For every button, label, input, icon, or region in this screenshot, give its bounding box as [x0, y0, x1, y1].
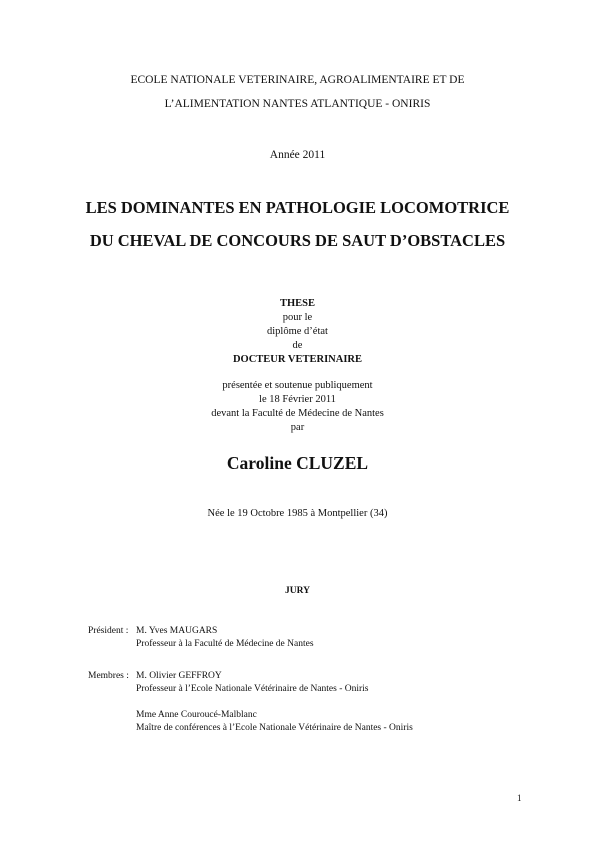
member2-title: Maître de conférences à l’Ecole Nationale Vétérinaire de Nantes - Oniris [136, 723, 413, 733]
member1-title: Professeur à l’Ecole Nationale Vétérinaire de Nantes - Oniris [136, 684, 369, 694]
thesis-title [0, 191, 595, 257]
defense-block [0, 379, 595, 435]
member1-name: M. Olivier GEFFROY [136, 671, 222, 681]
defense-faculty: devant la Faculté de Médecine de Nantes [211, 408, 384, 419]
jury-list [88, 625, 508, 745]
page-number: 1 [517, 793, 522, 803]
school-name-line1: ECOLE NATIONALE VETERINAIRE, AGROALIMENTAIRE ET DE [130, 74, 465, 86]
degree-name: DOCTEUR VETERINAIRE [232, 354, 363, 365]
thesis-title-line1: LES DOMINANTES EN PATHOLOGIE LOCOMOTRICE [85, 198, 510, 217]
school-name-line2: L’ALIMENTATION NANTES ATLANTIQUE - ONIRIS [164, 98, 431, 110]
members-role: Membres : [88, 671, 129, 681]
thesis-diplome: diplôme d’état [267, 326, 328, 337]
thesis-block [0, 297, 595, 367]
president-title: Professeur à la Faculté de Médecine de Nantes [136, 639, 314, 649]
defense-presented: présentée et soutenue publiquement [222, 380, 373, 391]
thesis-label: THESE [279, 298, 316, 309]
school-name [0, 68, 595, 116]
author-birth: Née le 19 Octobre 1985 à Montpellier (34) [207, 508, 388, 519]
thesis-title-line2: DU CHEVAL DE CONCOURS DE SAUT D’OBSTACLES [89, 231, 506, 250]
author-name: Caroline CLUZEL [226, 453, 369, 473]
defense-par: par [290, 422, 305, 433]
defense-date: le 18 Février 2011 [259, 394, 336, 405]
president-role: Président : [88, 626, 129, 636]
jury-heading: JURY [285, 586, 310, 596]
academic-year: Année 2011 [269, 149, 326, 161]
president-name: M. Yves MAUGARS [136, 626, 218, 636]
thesis-pour: pour le [282, 312, 313, 323]
thesis-de: de [292, 340, 303, 351]
member2-name: Mme Anne Couroucé-Malblanc [136, 710, 257, 720]
